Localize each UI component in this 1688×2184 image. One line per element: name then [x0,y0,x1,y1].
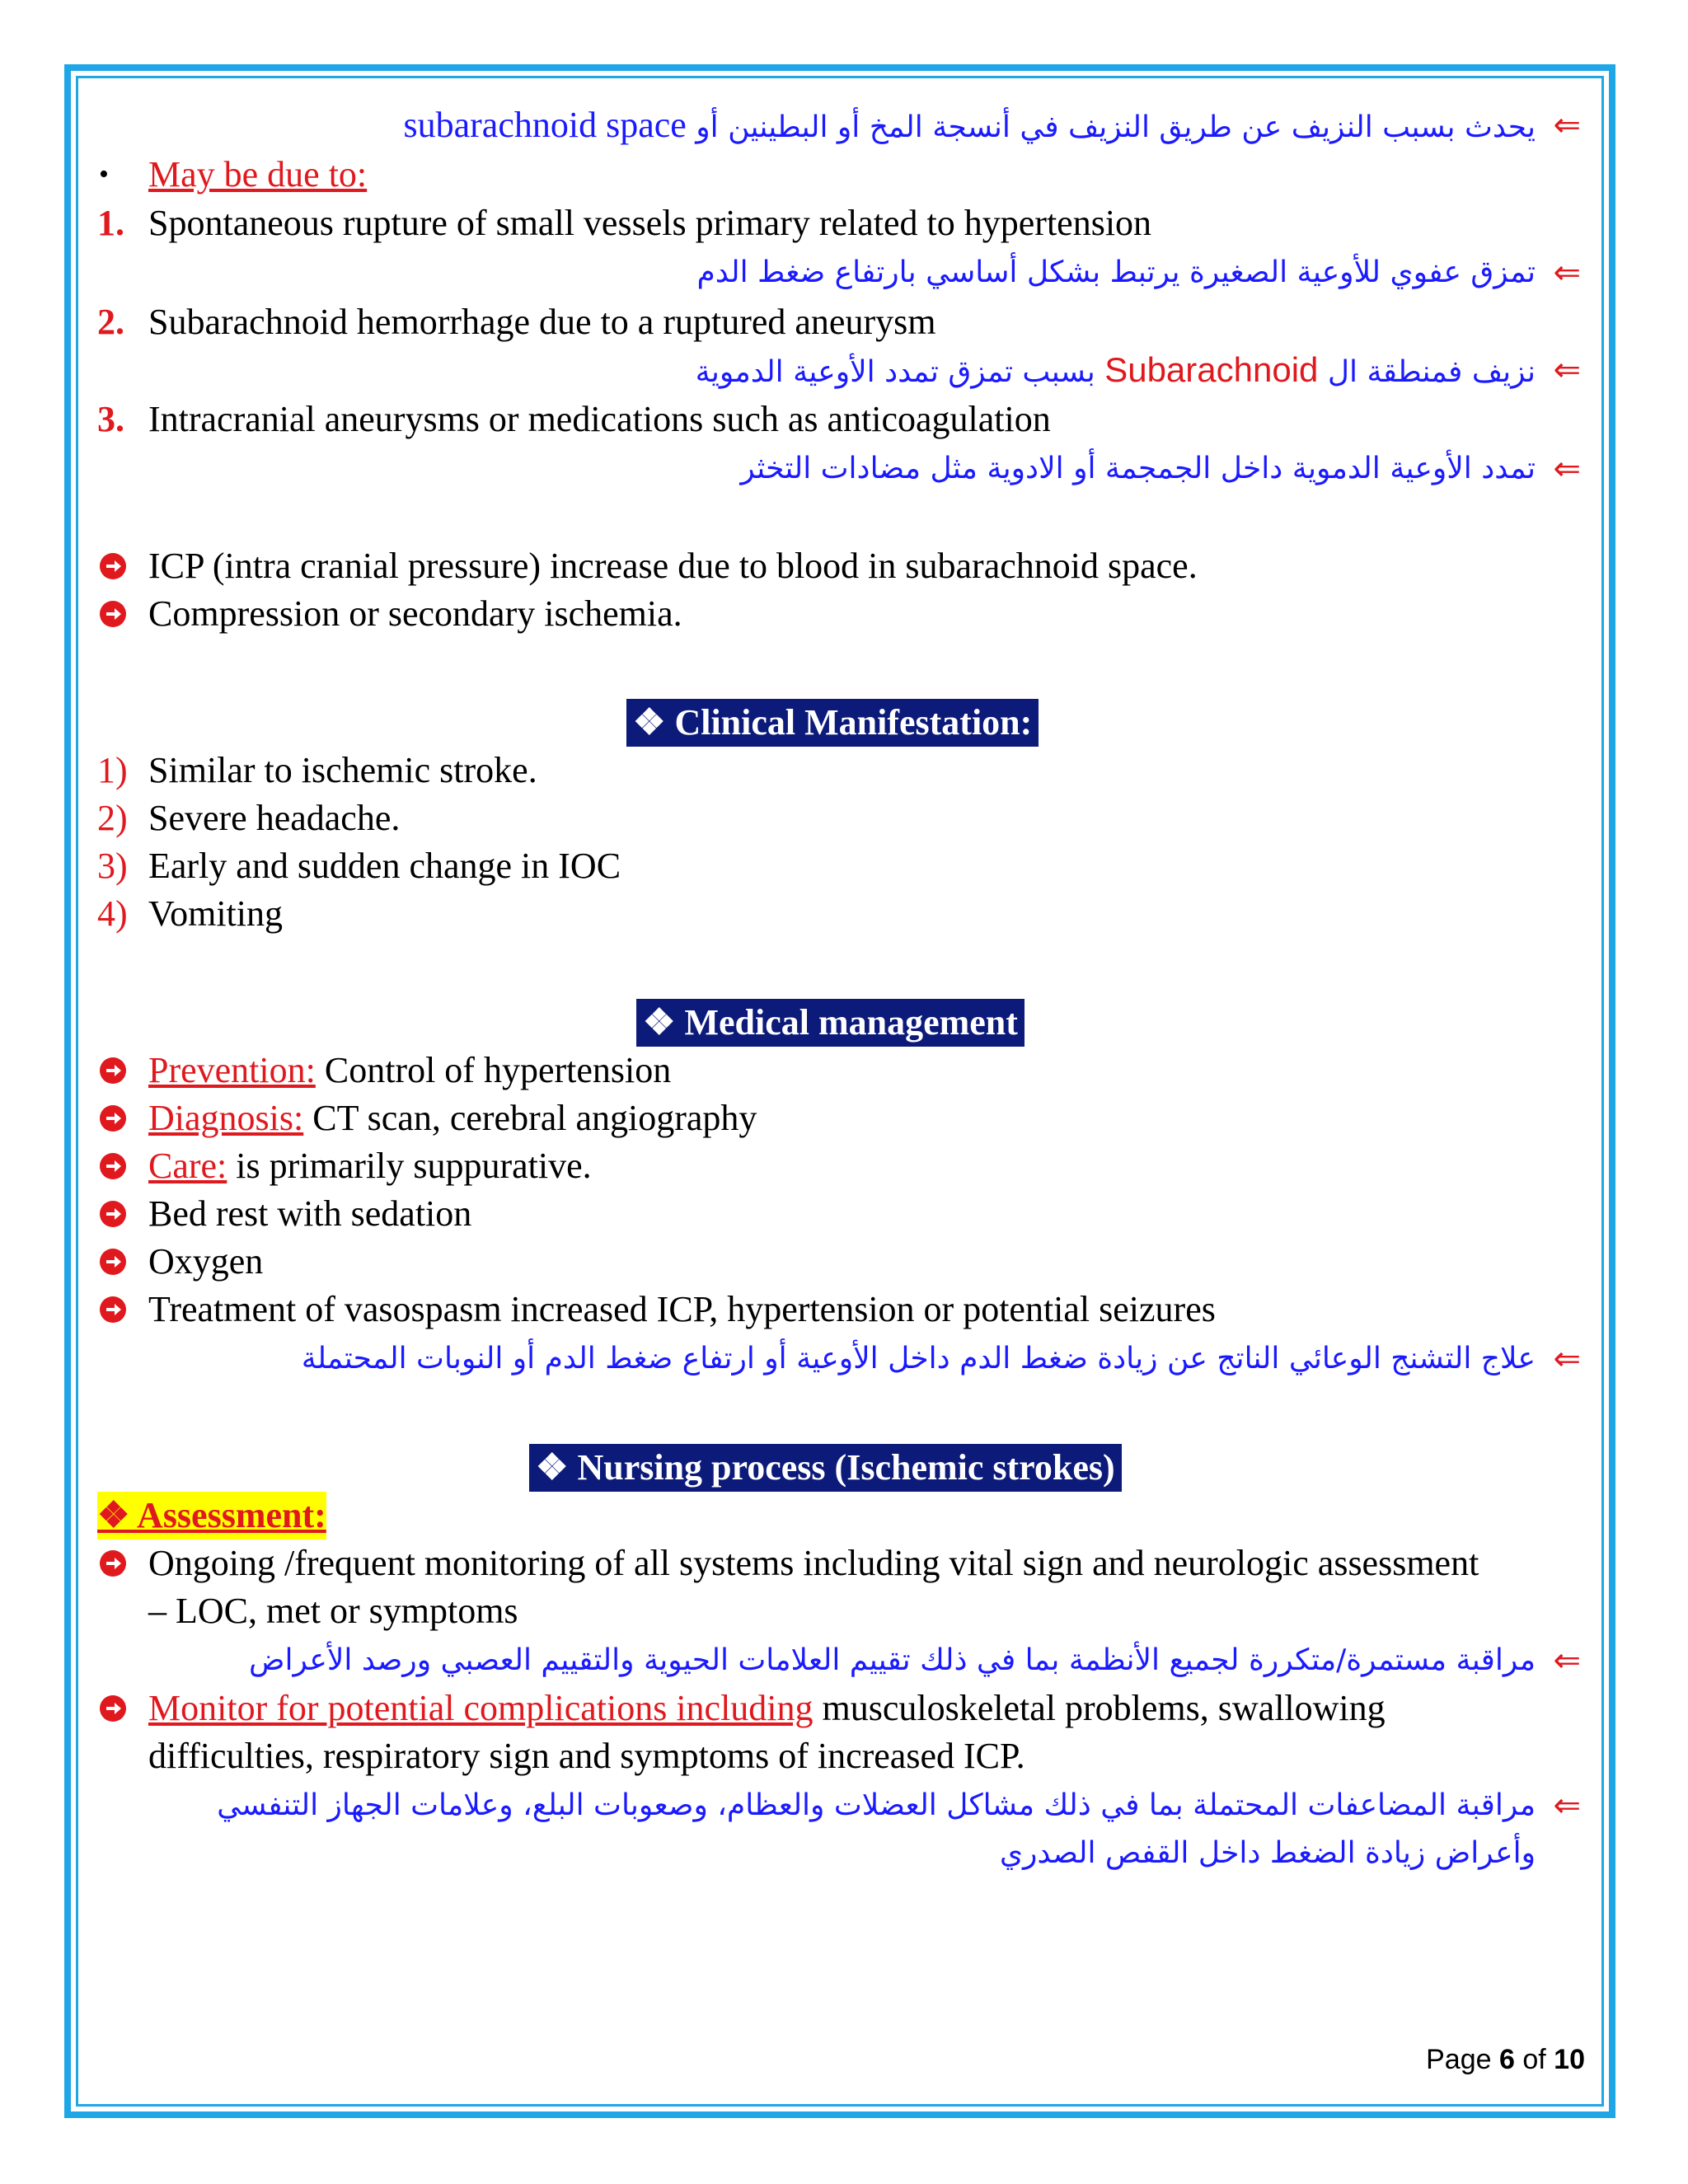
clinical-item-4-number: 4) [97,893,128,934]
medical-heading: ❖ Medical management [636,999,1025,1047]
care-text: is primarily suppurative. [227,1146,592,1186]
clinical-item-3-number: 3) [97,846,128,886]
bed-rest-text: Bed rest with sedation [148,1193,472,1234]
circle-arrow-icon [99,1694,127,1722]
left-double-arrow-icon: ⇐ [1553,1340,1581,1378]
effect-1-text: ICP (intra cranial pressure) increase due to blood in subarachnoid space. [148,546,1198,586]
intro-arabic: يحدث بسبب النزيف عن طريق النزيف في أنسجة المخ أو البطينين أو subarachnoid space [403,105,1536,145]
clinical-heading: ❖ Clinical Manifestation: [626,699,1039,747]
cause-3-arabic: تمدد الأوعية الدموية داخل الجمجمة أو الادوية مثل مضادات التخثر [740,452,1536,485]
care-label: Care: [148,1146,227,1186]
left-double-arrow-icon: ⇐ [1553,106,1581,144]
cause-1-number: 1. [97,203,124,243]
cause-2-text: Subarachnoid hemorrhage due to a ruptured aneurysm [148,302,936,342]
circle-arrow-icon [99,1549,127,1577]
circle-arrow-icon [99,1296,127,1324]
clinical-item-2-text: Severe headache. [148,798,401,838]
left-double-arrow-icon: ⇐ [1553,254,1581,292]
bullet-icon: • [99,159,109,190]
cause-1-arabic: تمزق عفوي للأوعية الصغيرة يرتبط بشكل أساسي بارتفاع ضغط الدم [696,255,1536,289]
nursing-item-2-line-2: difficulties, respiratory sign and symptoms of increased ICP. [148,1736,1025,1776]
complications-label: Monitor for potential complications including [148,1688,814,1728]
left-double-arrow-icon: ⇐ [1553,450,1581,488]
left-double-arrow-icon: ⇐ [1553,1642,1581,1680]
nursing-item-2-arabic-2: وأعراض زيادة الضغط داخل القفص الصدري [999,1836,1536,1870]
due-to-label: May be due to: [148,154,368,194]
nursing-item-2-line-1: musculoskeletal problems, swallowing [813,1688,1386,1728]
circle-arrow-icon [99,1057,127,1085]
diagnosis-text: CT scan, cerebral angiography [303,1098,757,1138]
circle-arrow-icon [99,1104,127,1132]
cause-1-text: Spontaneous rupture of small vessels primary related to hypertension [148,203,1152,243]
assessment-label: ❖ Assessment: [97,1492,326,1540]
effect-2-text: Compression or secondary ischemia. [148,593,682,634]
clinical-item-1-text: Similar to ischemic stroke. [148,750,537,790]
nursing-item-1-line-2: – LOC, met or symptoms [148,1591,518,1631]
cause-2-number: 2. [97,302,124,342]
cause-2-arabic: نزيف فمنطقة ال Subarachnoid بسبب تمزق تمدد الأوعية الدموية [695,350,1536,389]
circle-arrow-icon [99,600,127,628]
clinical-item-2-number: 2) [97,798,128,838]
circle-arrow-icon [99,552,127,580]
oxygen-text: Oxygen [148,1241,264,1282]
medical-arabic: علاج التشنج الوعائي الناتج عن زيادة ضغط الدم داخل الأوعية أو ارتفاع ضغط الدم أو النوبات المحتملة [301,1342,1536,1376]
circle-arrow-icon [99,1200,127,1228]
left-double-arrow-icon: ⇐ [1553,1787,1581,1825]
vasospasm-text: Treatment of vasospasm increased ICP, hypertension or potential seizures [148,1289,1216,1329]
nursing-item-1-line-1: Ongoing /frequent monitoring of all systems including vital sign and neurologic assessment [148,1543,1479,1583]
cause-3-number: 3. [97,399,124,439]
diagnosis-label: Diagnosis: [148,1098,304,1138]
nursing-item-1-arabic: مراقبة مستمرة/متكررة لجميع الأنظمة بما في ذلك تقييم العلامات الحيوية والتقييم العصبي ورصد الأعراض [249,1643,1536,1677]
prevention-label: Prevention: [148,1050,316,1090]
page-number: Page 6 of 10 [1426,2044,1585,2075]
prevention-text: Control of hypertension [315,1050,672,1090]
cause-3-text: Intracranial aneurysms or medications such as anticoagulation [148,399,1051,439]
circle-arrow-icon [99,1152,127,1180]
circle-arrow-icon [99,1248,127,1276]
clinical-item-3-text: Early and sudden change in IOC [148,846,621,886]
left-double-arrow-icon: ⇐ [1553,351,1581,389]
nursing-item-2-arabic-1: مراقبة المضاعفات المحتملة بما في ذلك مشاكل العضلات والعظام، وصعوبات البلع، وعلامات الجهاز التنفسي [217,1788,1536,1822]
clinical-item-1-number: 1) [97,750,128,790]
nursing-heading: ❖ Nursing process (Ischemic strokes) [529,1444,1122,1492]
clinical-item-4-text: Vomiting [148,893,284,934]
